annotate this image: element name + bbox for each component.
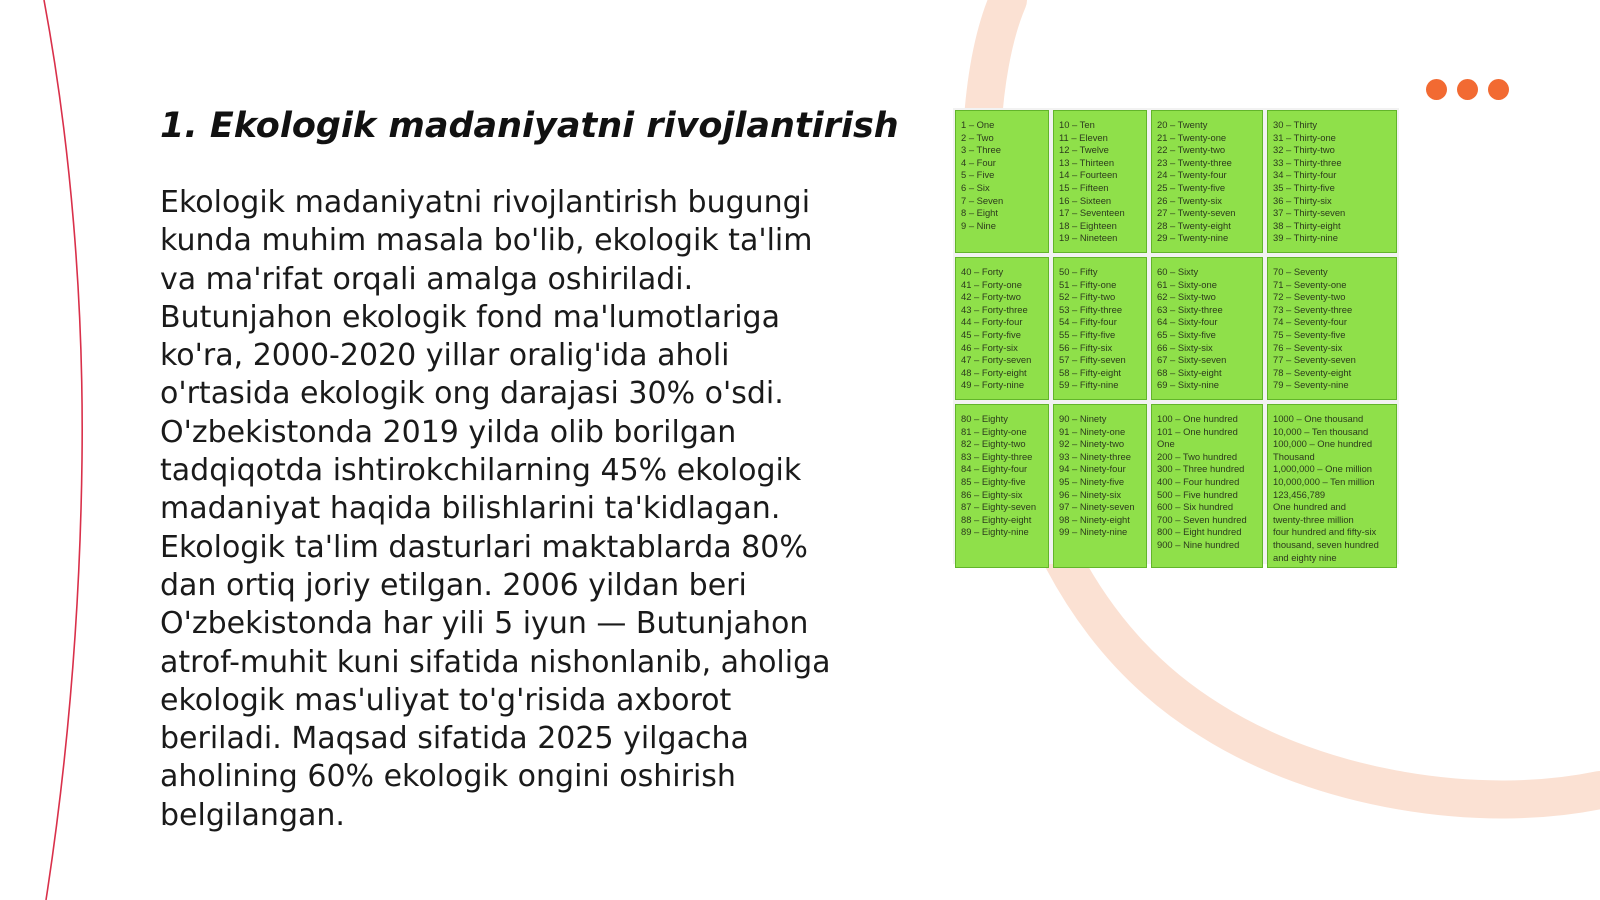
dot-icon: [1457, 79, 1478, 100]
number-words-table-image: [953, 108, 1399, 564]
number-table-cell: 100 – One hundred 101 – One hundred One 200 – Two hundred 300 – Three hundred 400 – Four hundred 500 – Five hundred 600 – Six hundred 700 – Seven hundred 800 – Eight hundred 900 – Nine hundred: [1151, 404, 1263, 568]
number-table-cell: 10 – Ten 11 – Eleven 12 – Twelve 13 – Thirteen 14 – Fourteen 15 – Fifteen 16 – Sixteen 17 – Seventeen 18 – Eighteen 19 – Nineteen: [1053, 110, 1147, 253]
left-accent-line: [44, 0, 82, 900]
slide-body-text: Ekologik madaniyatni rivojlantirish bugungi kunda muhim masala bo'lib, ekologik ta'lim va ma'rifat orqali amalga oshiriladi. Butunjahon ekologik fond ma'lumotlariga ko'ra, 2000-2020 yillar oralig'ida aholi o'rtasida ekologik ong darajasi 30% o'sdi. O'zbekistonda 2019 yilda olib borilgan tadqiqotda ishtirokchilarning 45% ekologik madaniyat haqida bilishlarini ta'kidlagan. Ekologik ta'lim dasturlari maktablarda 80% dan ortiq joriy etilgan. 2006 yildan beri O'zbekistonda har yili 5 iyun — Butunjahon atrof-muhit kuni sifatida nishonlanib, aholiga ekologik mas'uliyat to'g'risida axborot beriladi. Maqsad sifatida 2025 yilgacha aholining 60% ekologik ongini oshirish belgilangan.: [160, 185, 831, 833]
slide-title: 1. Ekologik madaniyatni rivojlantirish: [160, 106, 899, 146]
dot-icon: [1426, 79, 1447, 100]
number-table-cell: 20 – Twenty 21 – Twenty-one 22 – Twenty-two 23 – Twenty-three 24 – Twenty-four 25 – Twenty-five 26 – Twenty-six 27 – Twenty-seven 28 – Twenty-eight 29 – Twenty-nine: [1151, 110, 1263, 253]
dot-icon: [1488, 79, 1509, 100]
number-table-cell: 40 – Forty 41 – Forty-one 42 – Forty-two 43 – Forty-three 44 – Forty-four 45 – Forty-five 46 – Forty-six 47 – Forty-seven 48 – Forty-eight 49 – Forty-nine: [955, 257, 1049, 400]
number-table-cell: 90 – Ninety 91 – Ninety-one 92 – Ninety-two 93 – Ninety-three 94 – Ninety-four 95 – Ninety-five 96 – Ninety-six 97 – Ninety-seven 98 – Ninety-eight 99 – Ninety-nine: [1053, 404, 1147, 568]
more-dots-icon[interactable]: [1426, 79, 1509, 100]
number-table-cell: 60 – Sixty 61 – Sixty-one 62 – Sixty-two 63 – Sixty-three 64 – Sixty-four 65 – Sixty-five 66 – Sixty-six 67 – Sixty-seven 68 – Sixty-eight 69 – Sixty-nine: [1151, 257, 1263, 400]
number-table-cell: 70 – Seventy 71 – Seventy-one 72 – Seventy-two 73 – Seventy-three 74 – Seventy-four 75 – Seventy-five 76 – Seventy-six 77 – Seventy-seven 78 – Seventy-eight 79 – Seventy-nine: [1267, 257, 1397, 400]
number-table-cell: 30 – Thirty 31 – Thirty-one 32 – Thirty-two 33 – Thirty-three 34 – Thirty-four 35 – Thirty-five 36 – Thirty-six 37 – Thirty-seven 38 – Thirty-eight 39 – Thirty-nine: [1267, 110, 1397, 253]
number-table-cell: 1 – One 2 – Two 3 – Three 4 – Four 5 – Five 6 – Six 7 – Seven 8 – Eight 9 – Nine: [955, 110, 1049, 253]
number-table-cell: 50 – Fifty 51 – Fifty-one 52 – Fifty-two 53 – Fifty-three 54 – Fifty-four 55 – Fifty-five 56 – Fifty-six 57 – Fifty-seven 58 – Fifty-eight 59 – Fifty-nine: [1053, 257, 1147, 400]
number-table-cell: 80 – Eighty 81 – Eighty-one 82 – Eighty-two 83 – Eighty-three 84 – Eighty-four 85 – Eighty-five 86 – Eighty-six 87 – Eighty-seven 88 – Eighty-eight 89 – Eighty-nine: [955, 404, 1049, 568]
number-table-cell: 1000 – One thousand 10,000 – Ten thousand 100,000 – One hundred Thousand 1,000,000 – One million 10,000,000 – Ten million 123,456,789 One hundred and twenty-three million four hundred and fifty-six thousand, seven hundred and eighty nine: [1267, 404, 1397, 568]
